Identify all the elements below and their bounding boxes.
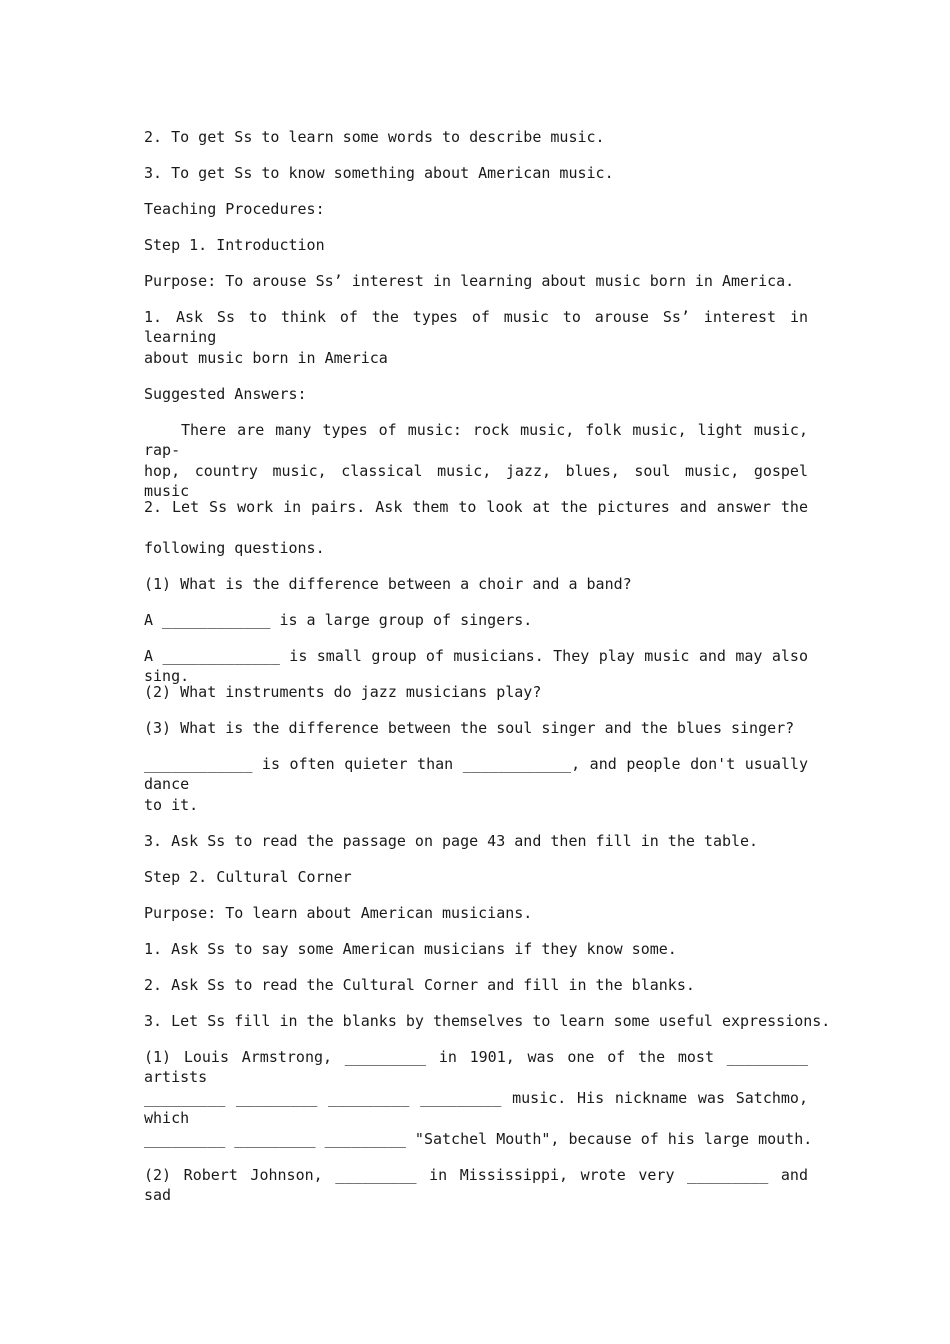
- question-3: (3) What is the difference between the soul singer and the blues singer?: [144, 719, 795, 737]
- objective-2: 2. To get Ss to learn some words to describe music.: [144, 128, 605, 146]
- question-3-blanks-continued: to it.: [144, 796, 199, 814]
- step-1-item-1: 1. Ask Ss to think of the types of music to arouse Ss’ interest in learning: [144, 308, 808, 346]
- step-2-purpose: Purpose: To learn about American musicians.: [144, 904, 533, 922]
- question-1: (1) What is the difference between a choir and a band?: [144, 575, 632, 593]
- step-1-heading: Step 1. Introduction: [144, 236, 325, 254]
- suggested-answers-text: There are many types of music: rock music, folk music, light music, rap-: [144, 421, 808, 459]
- step-2-item-1: 1. Ask Ss to say some American musicians if they know some.: [144, 940, 677, 958]
- question-2: (2) What instruments do jazz musicians play?: [144, 683, 542, 701]
- question-1-blank-band: A _____________ is small group of musicians. They play music and may also sing.: [144, 647, 808, 685]
- suggested-answers-label: Suggested Answers:: [144, 385, 307, 403]
- question-1-blank-choir: A ____________ is a large group of singers.: [144, 611, 533, 629]
- step-2-heading: Step 2. Cultural Corner: [144, 868, 352, 886]
- section-heading-teaching-procedures: Teaching Procedures:: [144, 200, 325, 218]
- step-1-purpose: Purpose: To arouse Ss’ interest in learning about music born in America.: [144, 272, 795, 290]
- step-1-item-1-continued: about music born in America: [144, 349, 388, 367]
- step-2-item-3: 3. Let Ss fill in the blanks by themselves to learn some useful expressions.: [144, 1012, 831, 1030]
- step-2-item-2: 2. Ask Ss to read the Cultural Corner and fill in the blanks.: [144, 976, 695, 994]
- step-1-item-3: 3. Ask Ss to read the passage on page 43 and then fill in the table.: [144, 832, 759, 850]
- exercise-1-line-2: _________ _________ _________ _________ music. His nickname was Satchmo, which: [144, 1089, 808, 1127]
- suggested-answers-text-continued: hop, country music, classical music, jazz, blues, soul music, gospel music: [144, 462, 808, 500]
- exercise-2-line-1: (2) Robert Johnson, _________ in Mississippi, wrote very _________ and sad: [144, 1166, 808, 1204]
- step-1-item-2: 2. Let Ss work in pairs. Ask them to look at the pictures and answer the: [144, 498, 808, 516]
- exercise-1-line-3: _________ _________ _________ "Satchel Mouth", because of his large mouth.: [144, 1130, 813, 1148]
- exercise-1-line-1: (1) Louis Armstrong, _________ in 1901, was one of the most _________ artists: [144, 1048, 808, 1086]
- question-3-blanks: ____________ is often quieter than ____________, and people don't usually dance: [144, 755, 808, 793]
- step-1-item-2-continued: following questions.: [144, 539, 325, 557]
- objective-3: 3. To get Ss to know something about American music.: [144, 164, 614, 182]
